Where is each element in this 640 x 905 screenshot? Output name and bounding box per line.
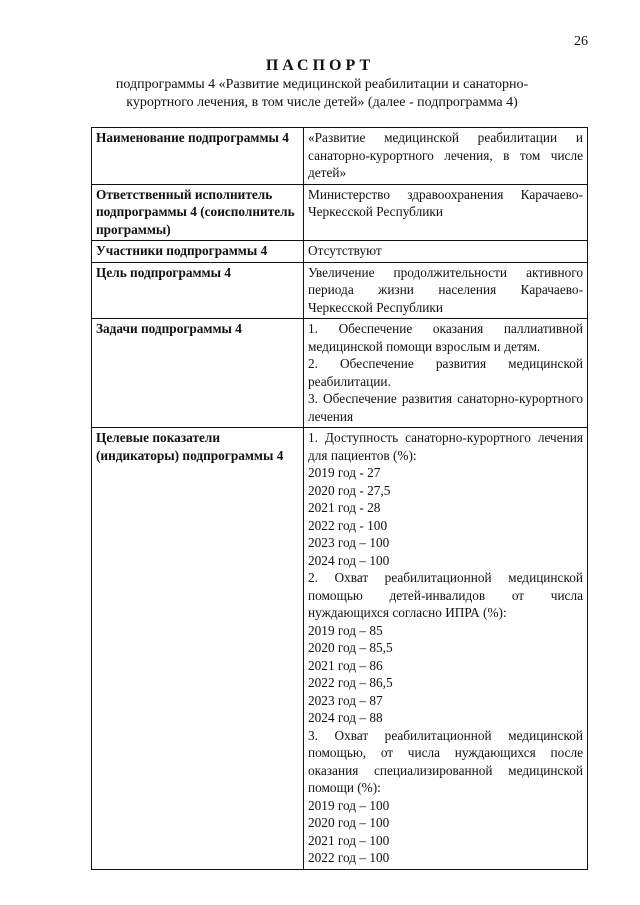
- indicator-year-value: 2024 год – 88: [308, 710, 383, 725]
- subtitle-line: подпрограммы 4 «Развитие медицинской реабилитации и санаторно-: [115, 77, 529, 92]
- value-line: «Развитие медицинской реабилитации и санаторно-курортного лечения, в том числе детей»: [308, 130, 583, 180]
- value-line: Увеличение продолжительности активного периода жизни населения Карачаево-Черкесской Республики: [308, 264, 583, 315]
- indicator-year-value: 2019 год – 100: [308, 797, 390, 813]
- value-line: Отсутствуют: [308, 243, 382, 258]
- indicator-year-value: 2020 год – 85,5: [308, 640, 393, 655]
- task-item: 2. Обеспечение развития медицинской реабилитации.: [308, 356, 583, 389]
- task-item: 3. Обеспечение развития санаторно-курортного лечения: [308, 391, 583, 424]
- row-value-indicators: [304, 428, 588, 870]
- indicator-year-value: 2019 год - 27: [308, 465, 381, 480]
- document-subtitle: [96, 76, 548, 112]
- row-value-goal: [304, 262, 588, 319]
- task-item: 1. Обеспечение оказания паллиативной медицинской помощи взрослым и детям.: [308, 321, 583, 354]
- indicator-year-value: 2022 год - 100: [308, 517, 388, 533]
- row-label-executor: Ответственный исполнитель подпрограммы 4 (соисполнитель программы): [92, 184, 304, 241]
- row-value-name: [304, 128, 588, 185]
- row-value-executor: [304, 184, 588, 241]
- row-value-tasks: [304, 319, 588, 428]
- table-row: [92, 184, 588, 241]
- indicator-year-value: 2019 год – 85: [308, 622, 383, 638]
- indicator-heading: 1. Доступность санаторно-курортного лечения для пациентов (%):: [308, 430, 583, 463]
- table-row: [92, 319, 588, 428]
- indicator-year-value: 2020 год - 27,5: [308, 482, 391, 498]
- subtitle-line: курортного лечения, в том числе детей» (далее - подпрограмма 4): [126, 95, 518, 110]
- table-row: [92, 262, 588, 319]
- row-label-participants: Участники подпрограммы 4: [92, 241, 304, 263]
- indicator-year-value: 2022 год – 100: [308, 850, 390, 865]
- table-row: [92, 428, 588, 870]
- row-label-indicators: Целевые показатели (индикаторы) подпрограммы 4: [92, 428, 304, 870]
- indicator-year-value: 2023 год – 87: [308, 692, 383, 708]
- table-row: [92, 241, 588, 263]
- document-title: ПАСПОРТ: [265, 57, 375, 74]
- row-value-participants: [304, 241, 588, 263]
- passport-table: [91, 127, 588, 870]
- indicator-year-value: 2021 год - 28: [308, 500, 381, 515]
- indicator-year-value: 2021 год – 86: [308, 657, 383, 673]
- indicator-heading: 3. Охват реабилитационной медицинской помощью, от числа нуждающихся после оказания специализированной медицинской помощи (%):: [308, 727, 583, 795]
- page-number: 26: [574, 34, 588, 49]
- row-label-tasks: Задачи подпрограммы 4: [92, 319, 304, 428]
- table-row: [92, 128, 588, 185]
- indicator-year-value: 2021 год – 100: [308, 832, 390, 848]
- row-label-name: Наименование подпрограммы 4: [92, 128, 304, 185]
- value-line: Министерство здравоохранения Карачаево-Черкесской Республики: [308, 186, 583, 219]
- row-label-goal: Цель подпрограммы 4: [92, 262, 304, 319]
- indicator-year-value: 2023 год – 100: [308, 535, 390, 550]
- indicator-heading: 2. Охват реабилитационной медицинской помощью детей-инвалидов от числа нуждающихся согласно ИПРА (%):: [308, 570, 583, 620]
- indicator-year-value: 2022 год – 86,5: [308, 675, 393, 690]
- indicator-year-value: 2024 год – 100: [308, 552, 390, 568]
- indicator-year-value: 2020 год – 100: [308, 815, 390, 830]
